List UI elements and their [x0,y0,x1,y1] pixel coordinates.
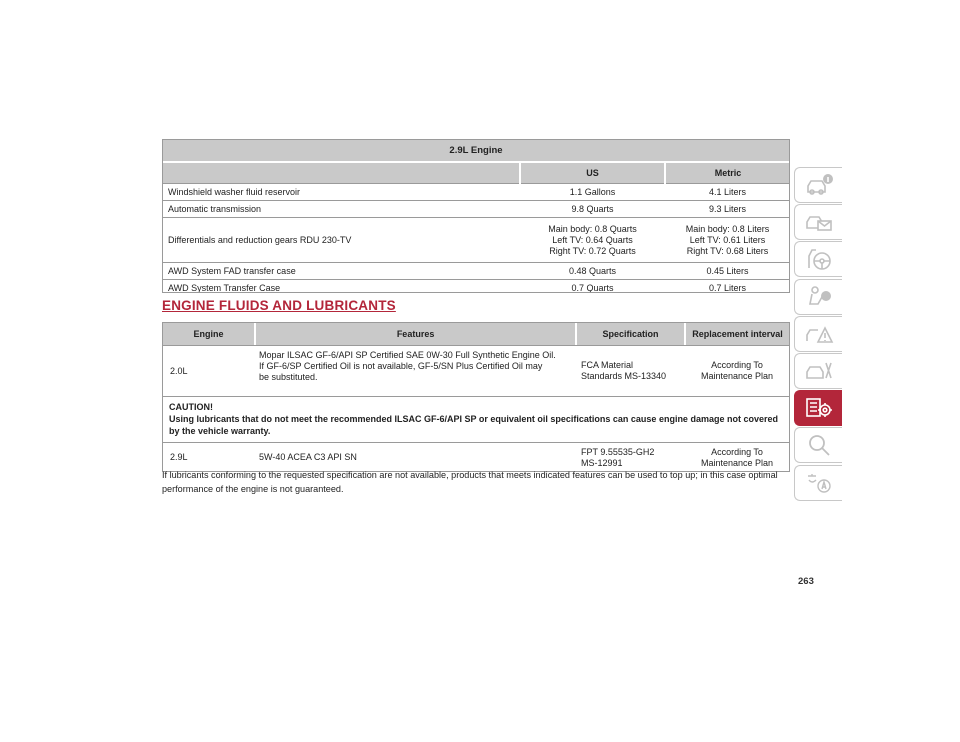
table-row [162,263,790,280]
capacity-label: Automatic transmission [162,201,520,218]
interval-line: According To [711,360,763,370]
capacity-metric-line: Main body: 0.8 Liters [685,223,770,234]
capacity-label: AWD System FAD transfer case [162,263,520,280]
specification-cell [577,346,685,396]
lubricant-note: If lubricants conforming to the requested specification are not available, products that meets indicated features can be used to top up; in this case optimal performance of the engine is not guaranteed. [162,470,778,494]
engine-header: Engine [193,329,224,339]
interval-line: Maintenance Plan [700,371,774,381]
page-number: 263 [798,576,814,587]
table-row [163,442,789,471]
table-row [163,345,789,396]
caution-title: CAUTION! [169,402,213,412]
tab-emergency[interactable] [794,316,842,352]
car-warning-icon [804,321,834,347]
fluids-table-header [163,323,789,345]
tab-index[interactable] [794,465,842,501]
chapter-tabs [794,167,844,502]
interval-line: Maintenance Plan [700,458,774,468]
specification-line: MS-12991 [581,458,623,468]
capacity-us-value: 9.8 Quarts [520,201,665,218]
capacity-metric-value: 0.7 Liters [708,283,747,293]
interval-cell [685,346,789,396]
caution-text: Using lubricants that do not meet the recommended ILSAC GF-6/API SP or equivalent oil specifications can cause engine damage not covered by the vehicle warranty. [169,414,778,436]
capacity-label: Windshield washer fluid reservoir [162,184,520,201]
section-heading: ENGINE FLUIDS AND LUBRICANTS [162,298,396,313]
capacity-metric-value: 0.45 Liters [665,263,790,280]
capacity-us-value: 0.7 Quarts [571,283,614,293]
capacity-metric-header: Metric [665,162,790,184]
car-info-icon [804,172,834,198]
capacity-us-value: 0.48 Quarts [520,263,665,280]
tab-vehicle-info[interactable] [794,167,842,203]
interval-header: Replacement interval [684,323,789,345]
specification-line: Standards MS-13340 [581,371,667,381]
features-line: be substituted. [259,372,318,382]
steering-wheel-icon [804,246,834,272]
interval-cell [685,443,789,471]
fluids-table [162,322,790,472]
specification-line: FPT 9.55535-GH2 [581,447,655,457]
capacity-metric-value: 4.1 Liters [665,184,790,201]
capacity-us-header: US [520,162,665,184]
capacity-us-line: Left TV: 0.64 Quarts [552,234,633,245]
car-tools-icon [804,358,834,384]
engine-cell: 2.9L [170,451,188,462]
interval-line: According To [711,447,763,457]
capacity-us-value: 1.1 Gallons [520,184,665,201]
caution-box [163,396,789,442]
capacity-metric-value [665,218,790,263]
table-row [162,184,790,201]
tab-search[interactable] [794,427,842,463]
tab-getting-to-know[interactable] [794,204,842,240]
capacity-label: AWD System Transfer Case [168,283,281,293]
specification-header: Specification [575,323,684,345]
features-cell [255,346,577,396]
airbag-icon [804,284,834,310]
capacity-table-title: 2.9L Engine [162,139,790,162]
capacity-metric-line: Left TV: 0.61 Liters [689,234,766,245]
specification-cell [577,443,685,471]
specs-gear-icon [804,395,834,421]
tab-servicing[interactable] [794,353,842,389]
capacity-blank-header [162,162,520,184]
capacity-us-line: Main body: 0.8 Quarts [548,223,637,234]
capacity-metric-value: 9.3 Liters [665,201,790,218]
table-row [162,218,790,263]
capacity-label: Differentials and reduction gears RDU 230-TV [162,218,520,263]
table-row [162,280,790,297]
capacity-metric-line: Right TV: 0.68 Liters [686,245,769,256]
tab-safety[interactable] [794,279,842,315]
tab-technical-specs[interactable] [794,390,842,426]
features-line: Mopar ILSAC GF-6/API SP Certified SAE 0W-30 Full Synthetic Engine Oil. [259,350,556,360]
features-cell: 5W-40 ACEA C3 API SN [259,451,357,462]
capacity-us-value [520,218,665,263]
search-icon [804,432,834,458]
features-header: Features [254,323,575,345]
tab-driving[interactable] [794,241,842,277]
capacity-table [162,139,790,296]
features-line: If GF-6/SP Certified Oil is not available, GF-5/SN Plus Certified Oil may [259,361,543,371]
table-row [162,201,790,218]
capacity-us-line: Right TV: 0.72 Quarts [549,245,636,256]
language-index-icon [804,470,834,496]
car-mail-icon [804,209,834,235]
specification-line: FCA Material [581,360,634,370]
engine-cell: 2.0L [170,365,188,376]
